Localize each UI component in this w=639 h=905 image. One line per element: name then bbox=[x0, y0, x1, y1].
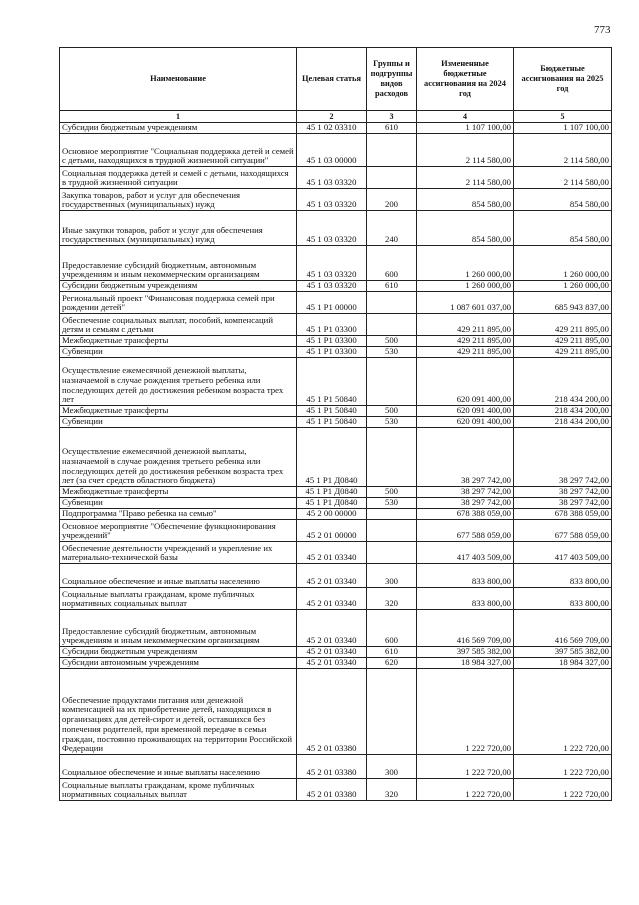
header-amount-2025: Бюджетные ассигнования на 2025 год bbox=[514, 48, 612, 111]
row-expense-group: 240 bbox=[367, 211, 417, 246]
row-name: Осуществление ежемесячной денежной выплаты, назначаемой в случае рождения третьего ребенка или последующих детей до достижения ребенком возраста трех лет bbox=[60, 358, 297, 406]
row-amount-2024: 1 222 720,00 bbox=[417, 779, 514, 801]
row-amount-2025: 854 580,00 bbox=[514, 189, 612, 211]
row-amount-2025: 38 297 742,00 bbox=[514, 498, 612, 509]
table-row bbox=[60, 123, 612, 134]
table-row bbox=[60, 211, 612, 246]
row-name: Межбюджетные трансферты bbox=[60, 336, 297, 347]
row-target-article: 45 1 P1 50840 bbox=[297, 358, 367, 406]
row-name: Осуществление ежемесячной денежной выплаты, назначаемой в случае рождения третьего ребенка или последующих детей до достижения ребенком возраста трех лет (за счет средств областного бюджета) bbox=[60, 428, 297, 487]
row-amount-2025: 677 588 059,00 bbox=[514, 520, 612, 542]
row-amount-2024: 620 091 400,00 bbox=[417, 417, 514, 428]
row-name: Социальные выплаты гражданам, кроме публичных нормативных социальных выплат bbox=[60, 588, 297, 610]
row-name: Субвенции bbox=[60, 498, 297, 509]
column-number: 2 bbox=[297, 111, 367, 123]
row-amount-2024: 416 569 709,00 bbox=[417, 610, 514, 647]
row-amount-2025: 2 114 580,00 bbox=[514, 134, 612, 167]
row-target-article: 45 1 03 03320 bbox=[297, 211, 367, 246]
row-amount-2024: 1 260 000,00 bbox=[417, 281, 514, 292]
row-name: Субсидии бюджетным учреждениям bbox=[60, 281, 297, 292]
row-expense-group: 500 bbox=[367, 406, 417, 417]
row-name: Межбюджетные трансферты bbox=[60, 487, 297, 498]
table-row bbox=[60, 647, 612, 658]
column-number-row bbox=[60, 111, 612, 123]
row-amount-2024: 854 580,00 bbox=[417, 211, 514, 246]
row-amount-2025: 833 800,00 bbox=[514, 588, 612, 610]
table-row bbox=[60, 487, 612, 498]
row-amount-2025: 854 580,00 bbox=[514, 211, 612, 246]
row-amount-2024: 854 580,00 bbox=[417, 189, 514, 211]
row-expense-group bbox=[367, 314, 417, 336]
row-amount-2025: 38 297 742,00 bbox=[514, 428, 612, 487]
row-expense-group bbox=[367, 669, 417, 755]
budget-table bbox=[59, 47, 612, 801]
row-expense-group: 530 bbox=[367, 347, 417, 358]
row-amount-2024: 1 222 720,00 bbox=[417, 755, 514, 779]
row-name: Социальное обеспечение и иные выплаты населению bbox=[60, 755, 297, 779]
row-name: Предоставление субсидий бюджетным, автономным учреждениям и иным некоммерческим организациям bbox=[60, 610, 297, 647]
row-name: Предоставление субсидий бюджетным, автономным учреждениям и иным некоммерческим организациям bbox=[60, 246, 297, 281]
row-expense-group: 600 bbox=[367, 610, 417, 647]
row-expense-group bbox=[367, 134, 417, 167]
row-amount-2025: 416 569 709,00 bbox=[514, 610, 612, 647]
row-expense-group: 300 bbox=[367, 564, 417, 588]
row-amount-2024: 1 107 100,00 bbox=[417, 123, 514, 134]
row-target-article: 45 2 01 03380 bbox=[297, 755, 367, 779]
row-amount-2025: 417 403 509,00 bbox=[514, 542, 612, 564]
row-expense-group: 610 bbox=[367, 281, 417, 292]
row-amount-2024: 678 388 059,00 bbox=[417, 509, 514, 520]
page-number: 773 bbox=[594, 24, 611, 36]
row-expense-group bbox=[367, 520, 417, 542]
row-amount-2024: 38 297 742,00 bbox=[417, 428, 514, 487]
row-amount-2025: 218 434 200,00 bbox=[514, 417, 612, 428]
row-amount-2024: 833 800,00 bbox=[417, 588, 514, 610]
table-row bbox=[60, 347, 612, 358]
row-amount-2025: 218 434 200,00 bbox=[514, 358, 612, 406]
row-amount-2024: 429 211 895,00 bbox=[417, 336, 514, 347]
row-amount-2024: 417 403 509,00 bbox=[417, 542, 514, 564]
row-amount-2024: 18 984 327,00 bbox=[417, 658, 514, 669]
header-expense-group: Группы и подгруппы видов расходов bbox=[367, 48, 417, 111]
row-target-article: 45 1 03 03320 bbox=[297, 246, 367, 281]
row-amount-2025: 1 222 720,00 bbox=[514, 779, 612, 801]
row-target-article: 45 2 01 03340 bbox=[297, 564, 367, 588]
row-target-article: 45 2 00 00000 bbox=[297, 509, 367, 520]
row-expense-group: 320 bbox=[367, 588, 417, 610]
table-row bbox=[60, 314, 612, 336]
row-target-article: 45 1 P1 03300 bbox=[297, 347, 367, 358]
row-amount-2024: 1 222 720,00 bbox=[417, 669, 514, 755]
table-row bbox=[60, 564, 612, 588]
table-header-row bbox=[60, 48, 612, 111]
row-target-article: 45 1 P1 50840 bbox=[297, 406, 367, 417]
table-row bbox=[60, 610, 612, 647]
row-amount-2024: 2 114 580,00 bbox=[417, 167, 514, 189]
row-name: Субвенции bbox=[60, 347, 297, 358]
header-name: Наименование bbox=[60, 48, 297, 111]
row-name: Основное мероприятие "Обеспечение функционирования учреждений" bbox=[60, 520, 297, 542]
row-expense-group: 300 bbox=[367, 755, 417, 779]
table-row bbox=[60, 134, 612, 167]
row-amount-2025: 38 297 742,00 bbox=[514, 487, 612, 498]
row-expense-group bbox=[367, 428, 417, 487]
row-amount-2025: 429 211 895,00 bbox=[514, 347, 612, 358]
header-target-article: Целевая статья bbox=[297, 48, 367, 111]
row-name: Субвенции bbox=[60, 417, 297, 428]
row-expense-group: 500 bbox=[367, 487, 417, 498]
table-row bbox=[60, 509, 612, 520]
column-number: 1 bbox=[60, 111, 297, 123]
row-amount-2025: 1 260 000,00 bbox=[514, 281, 612, 292]
column-number: 3 bbox=[367, 111, 417, 123]
row-target-article: 45 2 01 03340 bbox=[297, 610, 367, 647]
row-amount-2024: 2 114 580,00 bbox=[417, 134, 514, 167]
row-amount-2024: 1 260 000,00 bbox=[417, 246, 514, 281]
row-name: Региональный проект "Финансовая поддержка семей при рождении детей" bbox=[60, 292, 297, 314]
row-target-article: 45 2 01 03380 bbox=[297, 779, 367, 801]
column-number: 4 bbox=[417, 111, 514, 123]
row-expense-group: 610 bbox=[367, 647, 417, 658]
row-name: Обеспечение социальных выплат, пособий, компенсаций детям и семьям с детьми bbox=[60, 314, 297, 336]
table-row bbox=[60, 246, 612, 281]
row-expense-group: 610 bbox=[367, 123, 417, 134]
table-row bbox=[60, 281, 612, 292]
row-name: Социальные выплаты гражданам, кроме публичных нормативных социальных выплат bbox=[60, 779, 297, 801]
header-amount-2024: Измененные бюджетные ассигнования на 2024 год bbox=[417, 48, 514, 111]
table-row bbox=[60, 669, 612, 755]
table-row bbox=[60, 755, 612, 779]
row-amount-2024: 429 211 895,00 bbox=[417, 314, 514, 336]
row-amount-2024: 38 297 742,00 bbox=[417, 487, 514, 498]
row-name: Подпрограмма "Право ребенка на семью" bbox=[60, 509, 297, 520]
row-expense-group: 500 bbox=[367, 336, 417, 347]
table-row bbox=[60, 417, 612, 428]
row-target-article: 45 1 P1 Д0840 bbox=[297, 428, 367, 487]
row-target-article: 45 2 01 03380 bbox=[297, 669, 367, 755]
table-row bbox=[60, 189, 612, 211]
row-amount-2024: 620 091 400,00 bbox=[417, 358, 514, 406]
row-amount-2025: 678 388 059,00 bbox=[514, 509, 612, 520]
table-row bbox=[60, 658, 612, 669]
table-row bbox=[60, 167, 612, 189]
row-expense-group bbox=[367, 358, 417, 406]
row-amount-2024: 38 297 742,00 bbox=[417, 498, 514, 509]
row-amount-2025: 1 222 720,00 bbox=[514, 669, 612, 755]
row-name: Межбюджетные трансферты bbox=[60, 406, 297, 417]
row-amount-2025: 429 211 895,00 bbox=[514, 314, 612, 336]
row-target-article: 45 2 01 03340 bbox=[297, 658, 367, 669]
row-expense-group bbox=[367, 542, 417, 564]
row-target-article: 45 1 P1 50840 bbox=[297, 417, 367, 428]
row-target-article: 45 2 01 03340 bbox=[297, 647, 367, 658]
table-body bbox=[60, 123, 612, 801]
row-expense-group: 620 bbox=[367, 658, 417, 669]
row-target-article: 45 1 03 03320 bbox=[297, 281, 367, 292]
row-target-article: 45 1 03 00000 bbox=[297, 134, 367, 167]
table-row bbox=[60, 779, 612, 801]
row-amount-2025: 397 585 382,00 bbox=[514, 647, 612, 658]
table-row bbox=[60, 336, 612, 347]
row-expense-group bbox=[367, 292, 417, 314]
row-name: Обеспечение деятельности учреждений и укрепление их материально-технической базы bbox=[60, 542, 297, 564]
row-target-article: 45 1 02 03310 bbox=[297, 123, 367, 134]
row-name: Субсидии бюджетным учреждениям bbox=[60, 647, 297, 658]
row-target-article: 45 1 P1 00000 bbox=[297, 292, 367, 314]
row-amount-2025: 218 434 200,00 bbox=[514, 406, 612, 417]
row-expense-group bbox=[367, 167, 417, 189]
row-amount-2024: 429 211 895,00 bbox=[417, 347, 514, 358]
row-name: Субсидии бюджетным учреждениям bbox=[60, 123, 297, 134]
row-expense-group: 530 bbox=[367, 498, 417, 509]
row-target-article: 45 1 P1 Д0840 bbox=[297, 498, 367, 509]
table-row bbox=[60, 406, 612, 417]
row-amount-2024: 620 091 400,00 bbox=[417, 406, 514, 417]
row-target-article: 45 1 03 03320 bbox=[297, 167, 367, 189]
row-amount-2024: 397 585 382,00 bbox=[417, 647, 514, 658]
row-name: Обеспечение продуктами питания или денежной компенсацией на их приобретение детей, находящихся в организациях для детей-сирот и детей, оставшихся без попечения родителей, при временной передаче в семьи граждан, постоянно проживающих на территории Российской Федерации bbox=[60, 669, 297, 755]
row-expense-group: 200 bbox=[367, 189, 417, 211]
column-number: 5 bbox=[514, 111, 612, 123]
row-expense-group: 530 bbox=[367, 417, 417, 428]
row-amount-2025: 1 107 100,00 bbox=[514, 123, 612, 134]
row-amount-2025: 429 211 895,00 bbox=[514, 336, 612, 347]
table-row bbox=[60, 498, 612, 509]
row-amount-2024: 677 588 059,00 bbox=[417, 520, 514, 542]
row-amount-2025: 18 984 327,00 bbox=[514, 658, 612, 669]
table-row bbox=[60, 588, 612, 610]
row-name: Иные закупки товаров, работ и услуг для обеспечения государственных (муниципальных) нужд bbox=[60, 211, 297, 246]
row-name: Социальное обеспечение и иные выплаты населению bbox=[60, 564, 297, 588]
table-row bbox=[60, 520, 612, 542]
row-amount-2025: 1 222 720,00 bbox=[514, 755, 612, 779]
row-expense-group: 320 bbox=[367, 779, 417, 801]
row-name: Основное мероприятие "Социальная поддержка детей и семей с детьми, находящихся в трудной жизненной ситуации" bbox=[60, 134, 297, 167]
row-amount-2025: 685 943 837,00 bbox=[514, 292, 612, 314]
table-row bbox=[60, 542, 612, 564]
row-target-article: 45 1 P1 03300 bbox=[297, 336, 367, 347]
table-row bbox=[60, 428, 612, 487]
row-target-article: 45 1 03 03320 bbox=[297, 189, 367, 211]
row-target-article: 45 1 P1 Д0840 bbox=[297, 487, 367, 498]
row-name: Социальная поддержка детей и семей с детьми, находящихся в трудной жизненной ситуации bbox=[60, 167, 297, 189]
row-expense-group bbox=[367, 509, 417, 520]
row-amount-2025: 833 800,00 bbox=[514, 564, 612, 588]
row-amount-2025: 2 114 580,00 bbox=[514, 167, 612, 189]
row-target-article: 45 2 01 00000 bbox=[297, 520, 367, 542]
row-expense-group: 600 bbox=[367, 246, 417, 281]
row-amount-2024: 1 087 601 037,00 bbox=[417, 292, 514, 314]
row-amount-2025: 1 260 000,00 bbox=[514, 246, 612, 281]
row-amount-2024: 833 800,00 bbox=[417, 564, 514, 588]
table-row bbox=[60, 358, 612, 406]
row-target-article: 45 1 P1 03300 bbox=[297, 314, 367, 336]
row-name: Субсидии автономным учреждениям bbox=[60, 658, 297, 669]
table-row bbox=[60, 292, 612, 314]
row-target-article: 45 2 01 03340 bbox=[297, 542, 367, 564]
row-target-article: 45 2 01 03340 bbox=[297, 588, 367, 610]
row-name: Закупка товаров, работ и услуг для обеспечения государственных (муниципальных) нужд bbox=[60, 189, 297, 211]
